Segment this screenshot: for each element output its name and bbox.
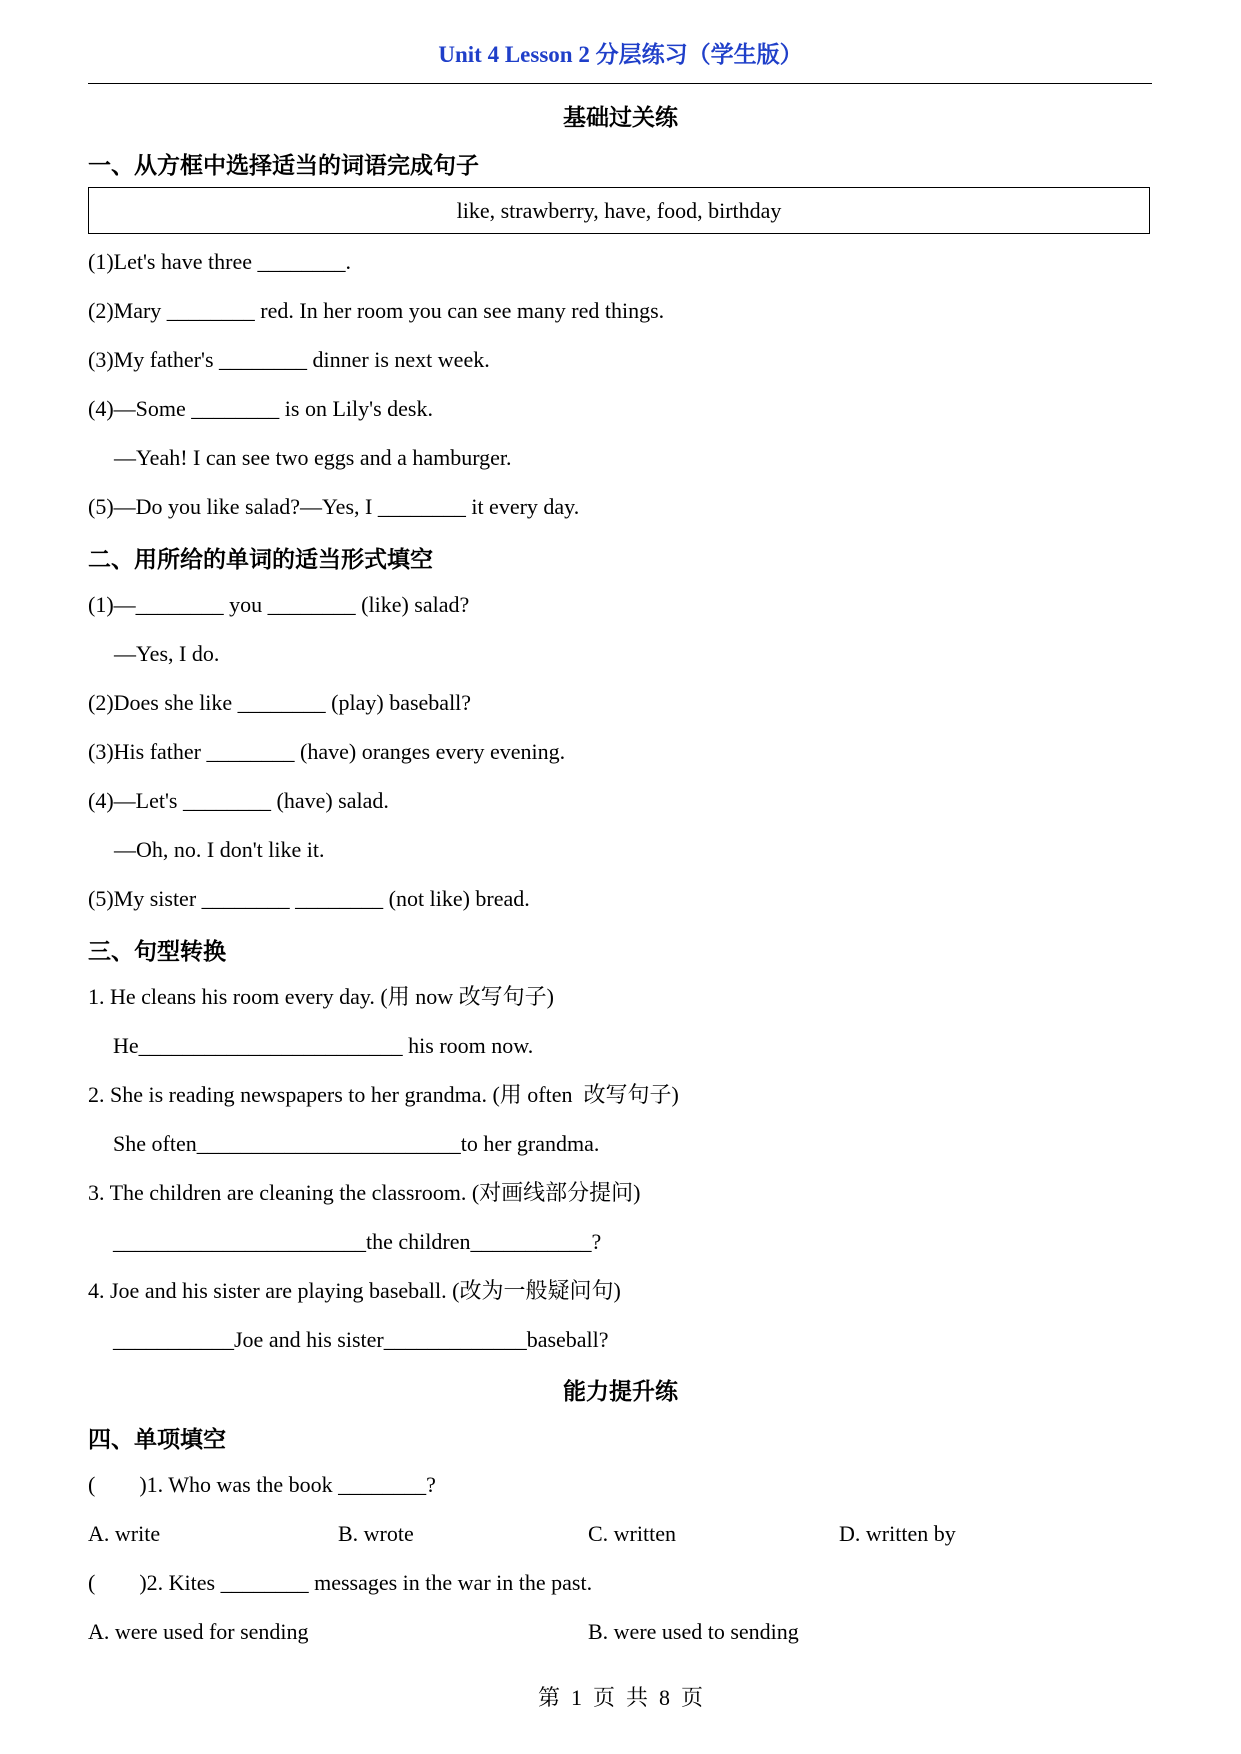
part2-question-1-reply: —Yes, I do. xyxy=(114,641,220,666)
part2-question-5: (5)My sister ________ ________ (not like) bread. xyxy=(88,886,530,911)
part4-q2-option-a: A. were used for sending xyxy=(88,1619,309,1644)
part3-answer-1: He________________________ his room now. xyxy=(113,1033,534,1058)
part3-question-3: 3. The children are cleaning the classroom. (对画线部分提问) xyxy=(88,1180,641,1205)
part4-q1-option-b: B. wrote xyxy=(338,1521,414,1546)
part4-q1-option-a: A. write xyxy=(88,1521,161,1546)
part3-answer-4: ___________Joe and his sister_____________baseball? xyxy=(113,1327,609,1352)
part4-question-2: ( )2. Kites ________ messages in the war in the past. xyxy=(88,1570,593,1595)
part1-title: 一、从方框中选择适当的词语完成句子 xyxy=(88,153,479,178)
section-heading-advanced: 能力提升练 xyxy=(563,1379,678,1404)
part2-question-4: (4)—Let's ________ (have) salad. xyxy=(88,788,389,813)
part3-title: 三、句型转换 xyxy=(88,939,226,964)
part1-question-4: (4)—Some ________ is on Lily's desk. xyxy=(88,396,433,421)
part1-question-2: (2)Mary ________ red. In her room you can see many red things. xyxy=(88,298,665,323)
part2-question-1: (1)—________ you ________ (like) salad? xyxy=(88,592,470,617)
part1-question-1: (1)Let's have three ________. xyxy=(88,249,351,274)
word-bank-box xyxy=(88,187,1150,234)
part2-question-2: (2)Does she like ________ (play) baseball? xyxy=(88,690,472,715)
header-divider xyxy=(88,83,1152,84)
page-header-title: Unit 4 Lesson 2 分层练习（学生版） xyxy=(438,42,803,67)
part2-question-4-reply: —Oh, no. I don't like it. xyxy=(114,837,325,862)
part3-question-4: 4. Joe and his sister are playing baseball. (改为一般疑问句) xyxy=(88,1278,621,1303)
part4-q1-option-d: D. written by xyxy=(839,1521,956,1546)
page-number-footer: 第 1 页 共 8 页 xyxy=(537,1685,703,1710)
part1-question-3: (3)My father's ________ dinner is next week. xyxy=(88,347,490,372)
part3-question-1: 1. He cleans his room every day. (用 now 改写句子) xyxy=(88,984,554,1009)
part4-q2-option-b: B. were used to sending xyxy=(588,1619,799,1644)
part1-question-5: (5)—Do you like salad?—Yes, I ________ it every day. xyxy=(88,494,580,519)
part1-question-4-reply: —Yeah! I can see two eggs and a hamburger. xyxy=(114,445,512,470)
part3-question-2: 2. She is reading newspapers to her grandma. (用 often 改写句子) xyxy=(88,1082,679,1107)
part2-title: 二、用所给的单词的适当形式填空 xyxy=(88,547,433,572)
part3-answer-2: She often________________________to her grandma. xyxy=(113,1131,600,1156)
part4-title: 四、单项填空 xyxy=(88,1427,226,1452)
part3-answer-3: _______________________the children___________? xyxy=(113,1229,602,1254)
word-bank-text: like, strawberry, have, food, birthday xyxy=(456,197,782,223)
part2-question-3: (3)His father ________ (have) oranges every evening. xyxy=(88,739,566,764)
section-heading-basic: 基础过关练 xyxy=(563,105,678,130)
part4-q1-option-c: C. written xyxy=(588,1521,676,1546)
part4-question-1: ( )1. Who was the book ________? xyxy=(88,1472,436,1497)
